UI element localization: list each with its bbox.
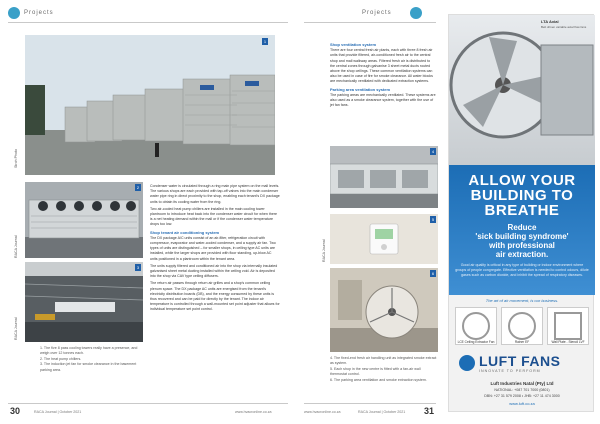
body-paragraph: Condenser water is circulated through a ring main pipe system on the mall levels. The various shops are each provided with tap-off valves into the main condenser water pipe ring in direct proximity to the shop, enabling each tenant's DX package units to obtain its cooling water from the ring. [150,184,280,204]
photo-side-credit: RACA Journal [14,317,18,340]
product-label: Rainer EF [514,340,530,344]
company-name: Luft Industries Natal (Pty) Ltd [490,381,554,386]
right-footer-rule [304,403,436,404]
brand-name: LUFT FANS [479,353,561,369]
advert-tagline: The art of air movement, is our business. [485,298,559,303]
cooling-towers-photo [25,35,275,175]
right-body-text [330,40,436,110]
advert-subtitle-line: air extraction. [495,250,549,259]
body-paragraph: The parking areas are mechanically ventilated. These systems are also used as a smoke clearance system, together with the use of jet fan fans. [330,92,436,108]
left-body-text [150,184,280,315]
ahu-illustration [330,146,438,208]
heat-pump-chillers-photo [25,182,143,258]
advert-body: Good air quality is critical in any type of building or indoor environment where groups of people congregate. Effective ventilation is needed to control odours, dilute gases such as carbon dioxide, and inhibit the spread of respiratory diseases. [455,263,589,277]
product-label: LCE Ceiling Extractor Fan [457,340,495,344]
right-photo-captions [330,356,438,383]
product-label: Wall Plate - Stencil LVF [551,340,585,344]
photo-number-badge: 3 [136,265,140,270]
company-contact: NATIONAL: +087 701 7000 (0801) [494,388,550,392]
snowflake-icon [410,7,422,19]
luft-fans-advert [448,14,594,412]
caption-item: 5. Each shop in the new centre is fitted with a fan-air wall thermostat control. [330,366,421,377]
body-paragraph: The DX package A/C units consist of an air-filter, refrigeration circuit with compressor, evaporator and water-cooled condenser, and a supply air fan. Two types of units are distinguished – for smaller shops, in ceiling type AC units are installed, while the larger shops are provided with floor standing, up-blow AC units positioned in a plantroom within the tenant area. [150,235,276,261]
advert-fan-photo [449,15,595,165]
basement-jet-fan-photo [25,262,143,342]
axial-fan-illustration [449,15,595,165]
thermostat-illustration [330,214,438,264]
advert-title-line: BUILDING TO [470,187,574,204]
photo-number-badge: 4 [431,149,435,154]
parking-fan-illustration [330,268,438,352]
caption-item: 6. The parking area ventilation and smoke extraction system. [330,377,427,382]
product-thumb [501,307,543,345]
body-paragraph: The units supply filtered and conditioned air into the shop via internally insulated galvanised sheet metal ducting installed within the ceiling void. Air is deposited into the shop via CAV type ceiling diffusers. [150,263,278,279]
right-header-rule [304,22,436,23]
footer-issue: RACA Journal | October 2021 [358,410,406,414]
page-number: 30 [10,406,21,416]
body-paragraph: The return air passes through return air grilles and a shop's common ceiling plenum space. The DX package AC units are energised from the tenant's electricity distribution boards (DB), and the energy consumed by these units is thus recovered and can be paid for directly by the tenant. The indoor air temperature is controlled through a wall-mounted set point adjuster that allows for individual temperature set point control. [150,281,280,312]
left-section-label: Projects [24,10,54,16]
advert-subtitle-line: 'sick building syndrome' [475,232,569,241]
company-website[interactable]: www.luft.co.za [509,401,535,406]
photo-number-badge: 6 [431,271,435,276]
wall-thermostat-photo [330,214,438,264]
right-page [300,0,440,424]
left-page [0,0,295,424]
parking-ventilation-photo [330,268,438,352]
subheading: Shop tenant air conditioning system [150,229,220,235]
advert-title-line: BREATHE [484,202,560,219]
photo-side-credit: RACA Journal [322,239,326,262]
air-handling-unit-photo [330,146,438,208]
left-header-rule [8,22,288,23]
photo-number-badge: 2 [136,185,140,190]
body-paragraph: Two air-cooled heat pump chillers are installed in the main cooling tower plantroom to introduce heat back into the condenser water circuit for when there is a net heating demand within the mall or if the condenser water temperature drops too low. [150,206,278,227]
company-contact: DBN: +27 31 579 2008 • JHB: +27 11 474 3000 [484,394,560,398]
subheading: Shop ventilation system [330,42,377,47]
body-paragraph: There are four central fresh air plants, each with three 8 fresh air units that provide filtered, air-conditioned fresh air to the central shop and mall walkway areas. Filtered fresh air is distributed to the central zones through galvanise 3 sheet metal ducts routed above the shop ceilings. These common ventilation systems can also be used in case of fire for smoke clearance. All water blocks are mechanically ventilated with dedicated extraction systems. [330,48,433,84]
advert-subtitle [449,223,595,259]
footer-url: www.hvacronline.co.za [304,410,341,414]
advert-corner-sub: Belt driven variable axial flow fans [541,25,587,29]
product-thumb [547,307,589,345]
footer-url: www.hvacronline.co.za [235,410,272,414]
subheading: Parking area ventilation system [330,86,391,92]
caption-item: 3. The induction jet fan for smoke clearance in the basement parking area. [40,362,137,372]
chillers-illustration [25,182,143,258]
left-footer-rule [8,403,288,404]
right-section-label: Projects [362,10,392,16]
advert-subtitle-line: with professional [489,241,555,250]
snowflake-icon [8,7,20,19]
luft-fans-logo [459,353,585,377]
jet-fan-illustration [25,262,143,342]
cooling-towers-illustration [25,35,275,175]
caption-item: 2. The heat pump chillers. [40,356,82,361]
photo-side-credit: Stroh Photo [14,149,18,168]
footer-issue: RACA Journal | October 2021 [34,410,82,414]
left-photo-captions [40,346,142,373]
advert-corner-label: LTA Axial [541,19,559,24]
advert-headline-panel [449,165,595,295]
advert-title [449,173,595,218]
caption-item: 4. The fixed-end fresh air handling unit as integrated smoke extract as system. [330,356,437,366]
caption-item: 1. The five 8 pass cooling towers really have a presence, and weigh over 12 tonnes each. [40,346,138,356]
advert-title-line: ALLOW YOUR [468,172,576,189]
advert-subtitle-line: Reduce [507,223,537,232]
page-number: 31 [424,406,435,416]
photo-number-badge: 1 [263,39,267,44]
photo-number-badge: 5 [431,217,435,222]
brand-tagline: INNOVATE TO PERFORM [479,369,541,373]
photo-side-credit: RACA Journal [14,235,18,258]
brand-logo-icon [459,355,475,371]
product-thumb [455,307,497,345]
